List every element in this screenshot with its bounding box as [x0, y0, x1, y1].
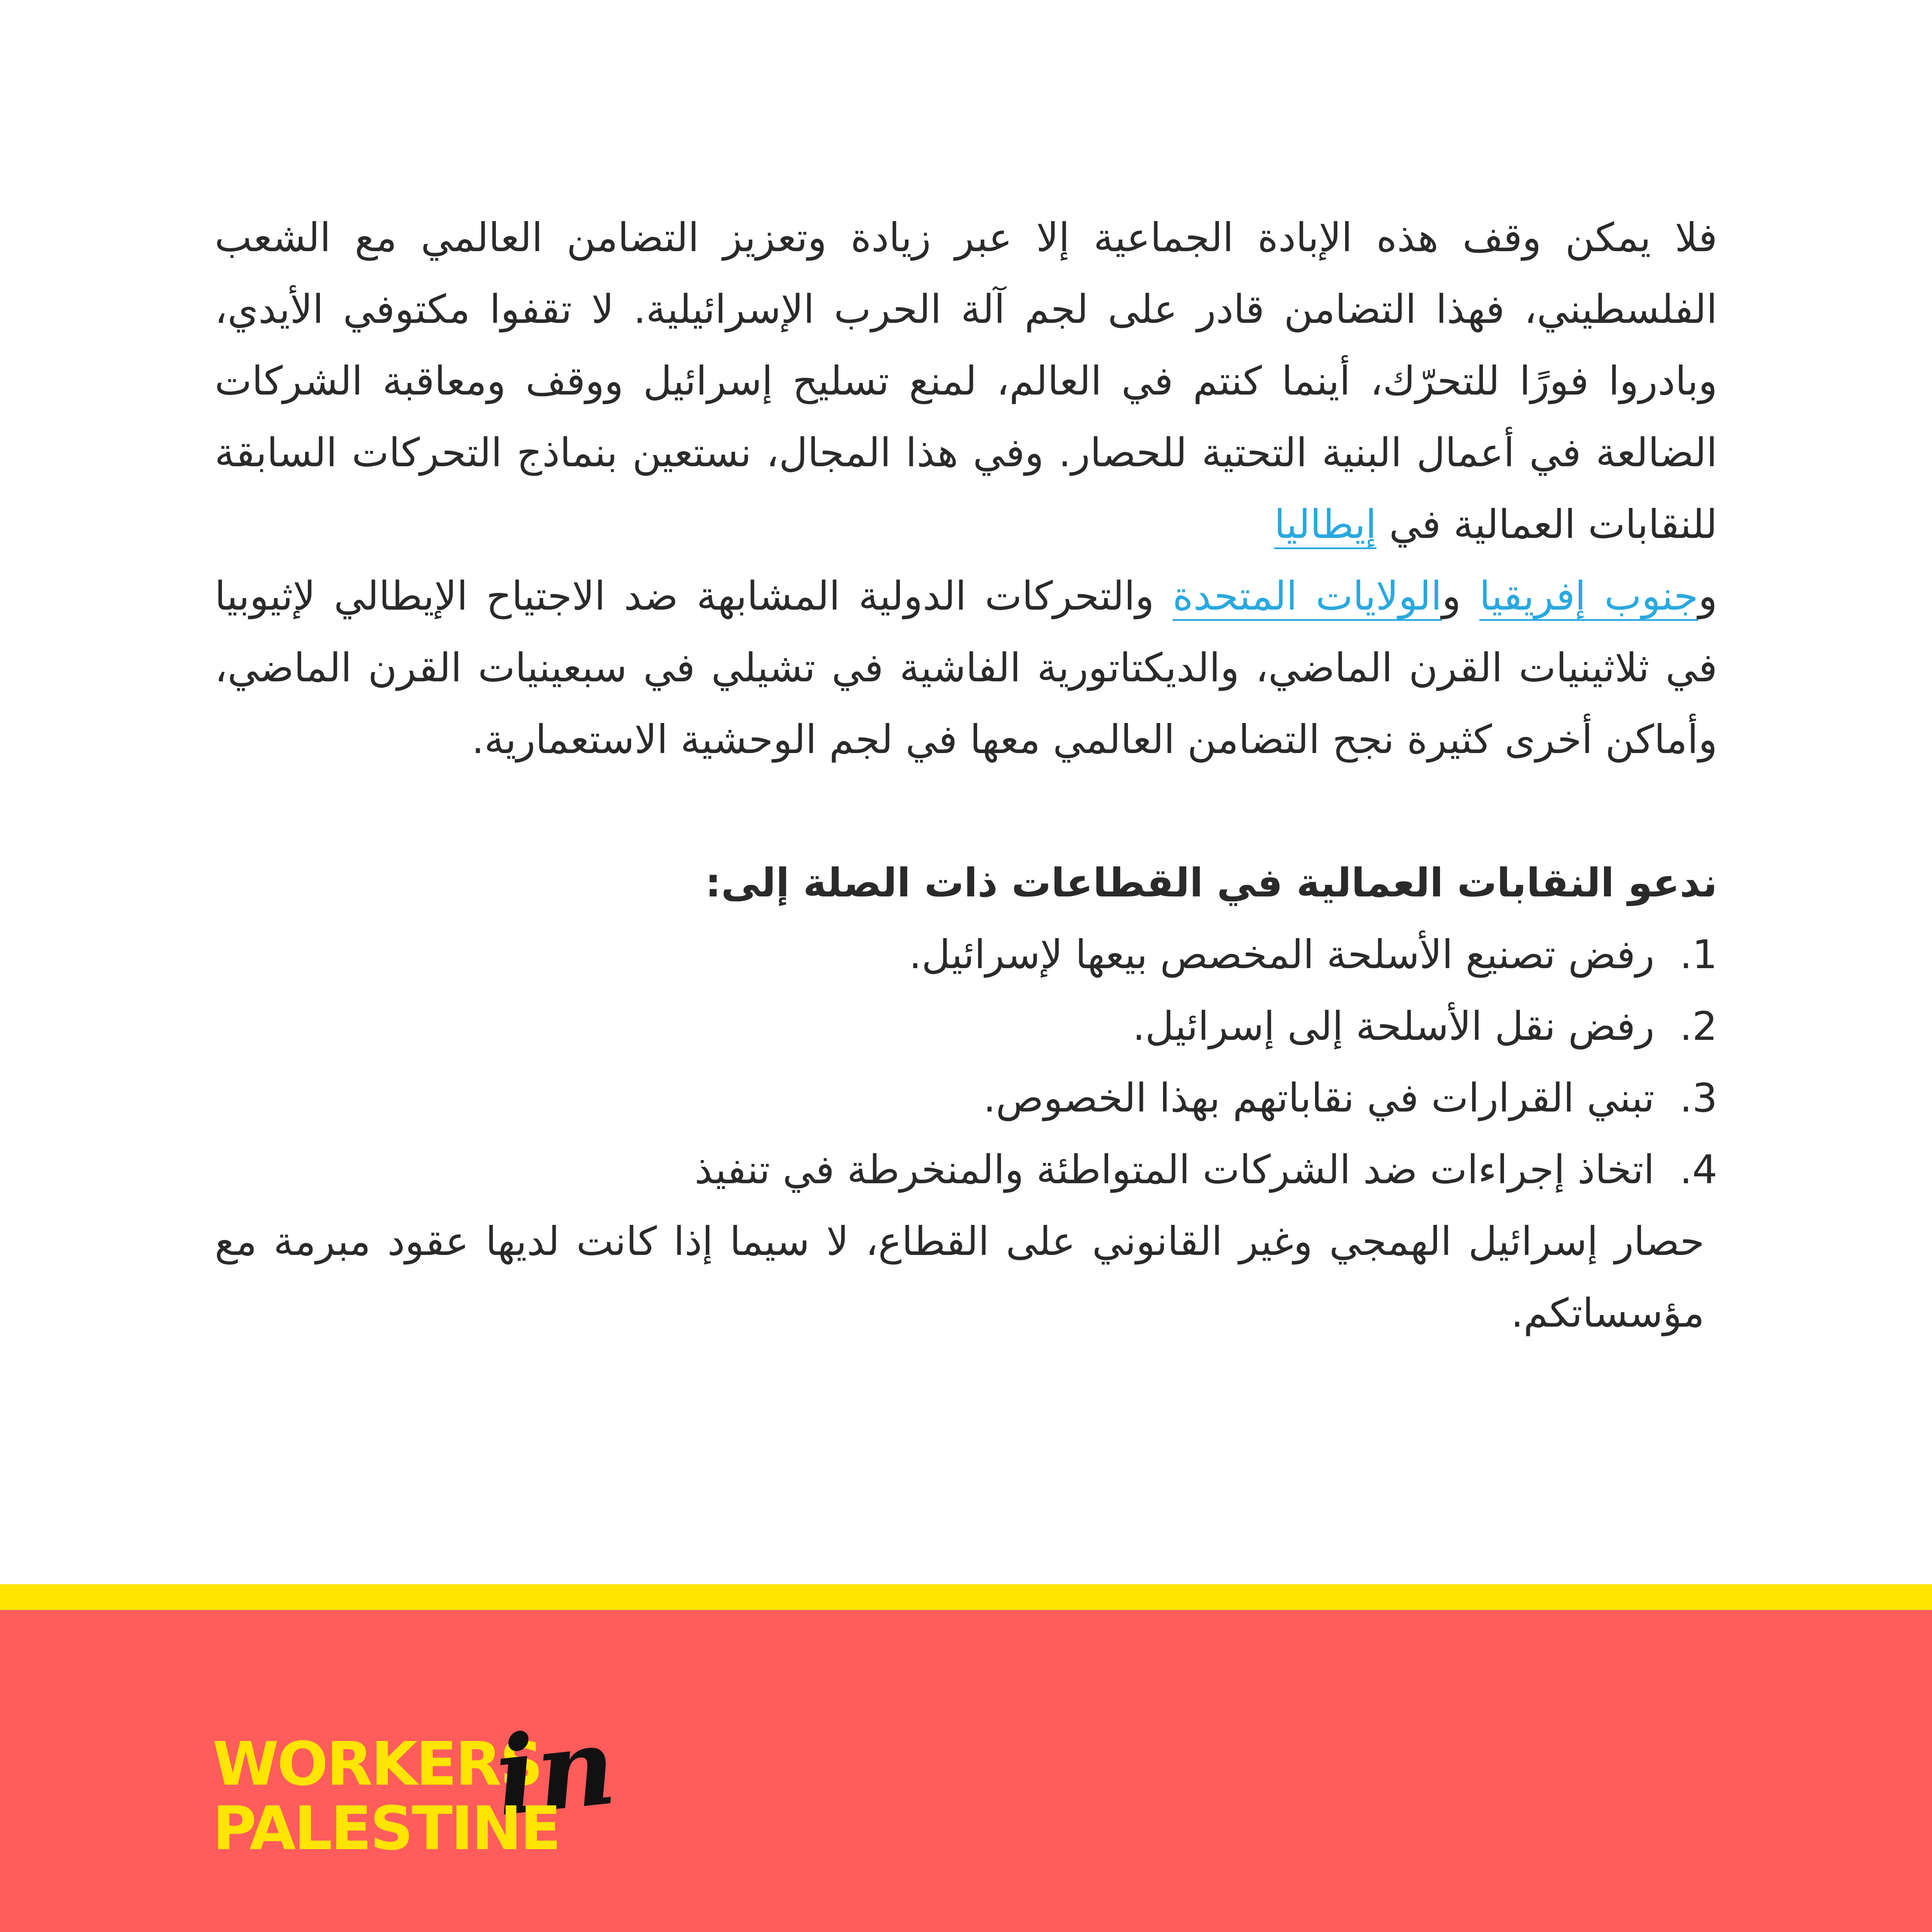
- logo-word-workers: WORKERS: [213, 1729, 541, 1799]
- call-heading: ندعو النقابات العمالية في القطاعات ذات الصلة إلى:: [705, 860, 1717, 906]
- link-south-africa[interactable]: جنوب إفريقيا: [1479, 573, 1698, 619]
- demand-number: 1.: [1680, 932, 1717, 978]
- article-paragraph: [215, 202, 1717, 775]
- conjunction-waw: و: [1698, 573, 1717, 619]
- logo-word-palestine: PALESTINE: [213, 1794, 560, 1864]
- link-united-states[interactable]: الولايات المتحدة: [1173, 573, 1442, 619]
- demand-number: 3.: [1680, 1075, 1717, 1121]
- conjunction-waw: و: [1442, 573, 1479, 619]
- demands-list: [215, 919, 1717, 1206]
- paragraph-text: فلا يمكن وقف هذه الإبادة الجماعية إلا عبر زيادة وتعزيز التضامن العالمي مع الشعب الفلسطيني، فهذا التضامن قادر على لجم آلة الحرب الإسرائيلية. لا تقفوا مكتوفي الأيدي، وبادروا فورًا للتحرّك، أينما كنتم في العالم، لمنع تسليح إسرائيل ووقف ومعاقبة الشركات الضالعة في أعمال البنية التحتية للحصار. وفي هذا المجال، نستعين بنماذج التحركات السابقة للنقابات العمالية في: [215, 215, 1717, 547]
- demand-number: 4.: [1680, 1147, 1717, 1193]
- demand-text: تبني القرارات في نقاباتهم بهذا الخصوص.: [983, 1075, 1655, 1121]
- demand-item: [215, 1134, 1717, 1206]
- link-italy[interactable]: إيطاليا: [1274, 501, 1377, 547]
- yellow-divider-stripe: [0, 1584, 1932, 1610]
- demand-number: 2.: [1680, 1003, 1717, 1049]
- demand-text: رفض تصنيع الأسلحة المخصص بيعها لإسرائيل.: [909, 932, 1655, 978]
- demand-item: [215, 919, 1717, 990]
- logo-script-in: in: [489, 1702, 621, 1840]
- workers-in-palestine-logo: [213, 1702, 621, 1889]
- demand-item-continued: حصار إسرائيل الهمجي وغير القانوني على القطاع، لا سيما إذا كانت لديها عقود مبرمة مع مؤسساتكم.: [215, 1218, 1704, 1336]
- demand-text: رفض نقل الأسلحة إلى إسرائيل.: [1132, 1003, 1655, 1049]
- demand-item: [215, 990, 1717, 1062]
- article-body: [215, 202, 1717, 1349]
- demand-item: [215, 1062, 1717, 1134]
- paragraph-text-continued: والتحركات الدولية المشابهة ضد الاجتياح الإيطالي لإثيوبيا في ثلاثينيات القرن الماضي، والديكتاتورية الفاشية في تشيلي في سبعينيات القرن الماضي، وأماكن أخرى كثيرة نجح التضامن العالمي معها في لجم الوحشية الاستعمارية.: [215, 573, 1717, 762]
- demand-text: اتخاذ إجراءات ضد الشركات المتواطئة والمنخرطة في تنفيذ: [694, 1147, 1655, 1193]
